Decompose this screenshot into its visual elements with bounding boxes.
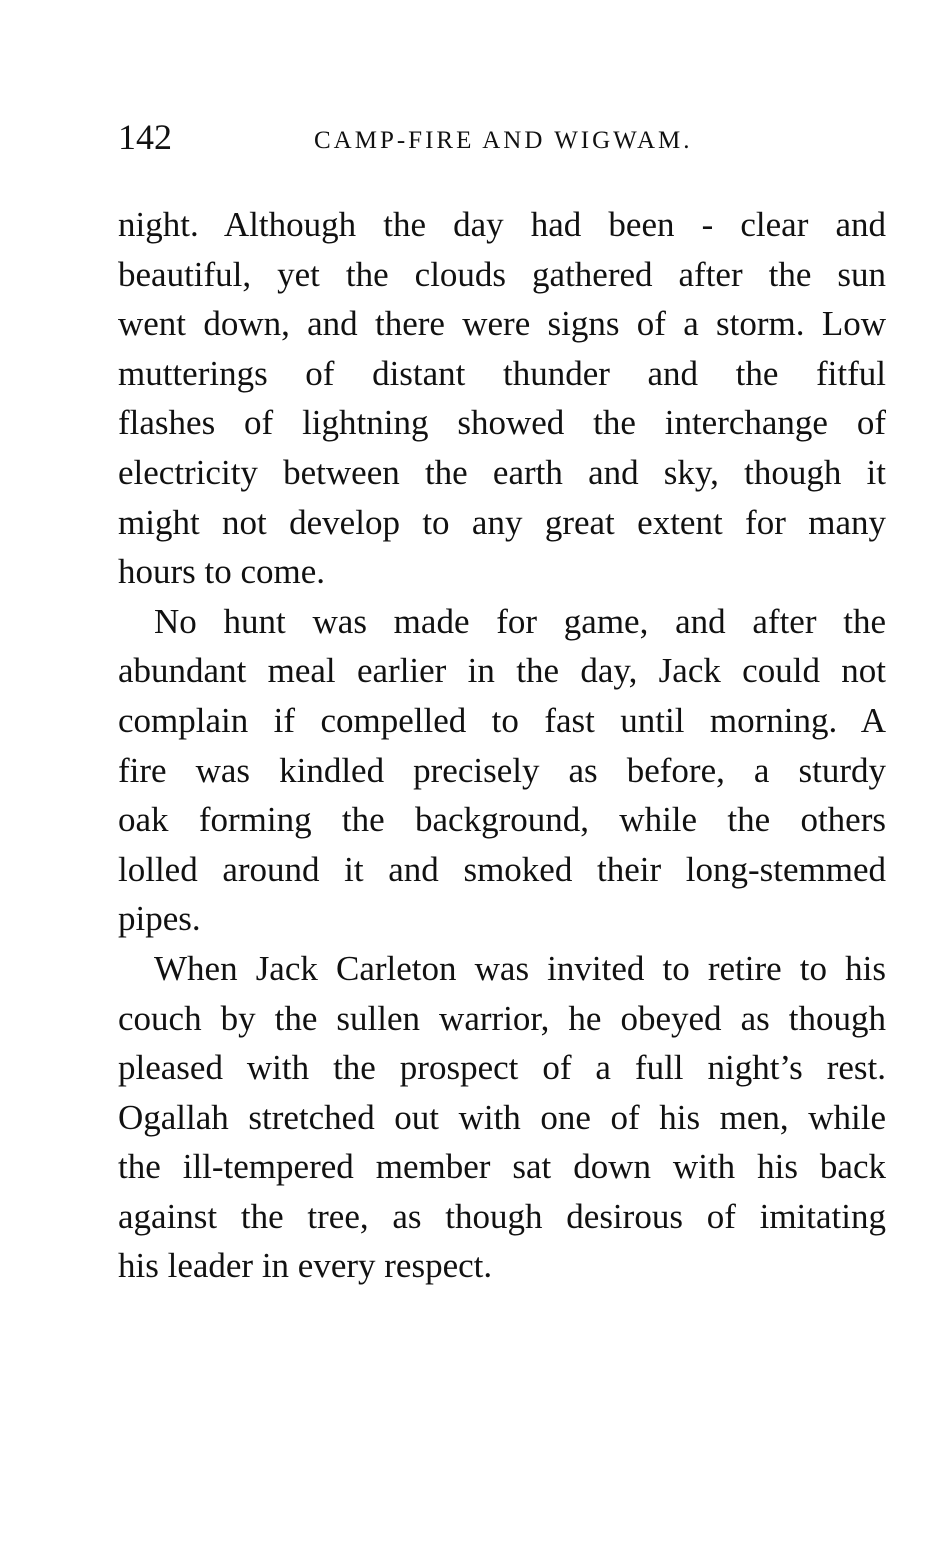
text-line: When Jack Carleton was invited to retire to his — [154, 948, 886, 988]
text-line: beautiful, yet the clouds gathered after the sun — [118, 254, 886, 294]
text-line: lolled around it and smoked their long-stemmed — [118, 849, 886, 889]
paragraph — [118, 944, 886, 1291]
text-line: the ill-tempered member sat down with his back — [118, 1147, 886, 1187]
text-line: against the tree, as though desirous of imitating — [118, 1196, 886, 1236]
text-line: complain if compelled to fast until morning. A — [118, 700, 886, 740]
text-line: pleased with the prospect of a full night’s rest. — [118, 1048, 886, 1088]
text-line: electricity between the earth and sky, though it — [118, 452, 886, 492]
text-line: night. Although the day had been - clear and — [118, 205, 886, 244]
text-line: hours to come. — [118, 552, 326, 592]
text-line: Ogallah stretched out with one of his men, while — [118, 1097, 886, 1137]
text-line: mutterings of distant thunder and the fitful — [118, 353, 886, 393]
text-line: flashes of lightning showed the interchange of — [118, 403, 886, 443]
text-line: might not develop to any great extent for many — [118, 502, 886, 542]
running-title: CAMP-FIRE AND WIGWAM. — [314, 127, 693, 154]
text-line: went down, and there were signs of a storm. Low — [118, 304, 886, 344]
paragraph — [118, 597, 886, 944]
body-text — [118, 200, 886, 1291]
text-line: abundant meal earlier in the day, Jack could not — [118, 651, 886, 691]
running-head — [118, 112, 888, 162]
text-line: couch by the sullen warrior, he obeyed as though — [118, 998, 886, 1038]
text-line: oak forming the background, while the others — [118, 800, 886, 840]
page-number: 142 — [118, 117, 172, 157]
text-line: No hunt was made for game, and after the — [154, 601, 886, 641]
text-line: his leader in every respect. — [118, 1246, 493, 1286]
text-line: pipes. — [118, 899, 201, 939]
text-line: fire was kindled precisely as before, a sturdy — [118, 750, 886, 790]
paragraph — [118, 200, 886, 597]
